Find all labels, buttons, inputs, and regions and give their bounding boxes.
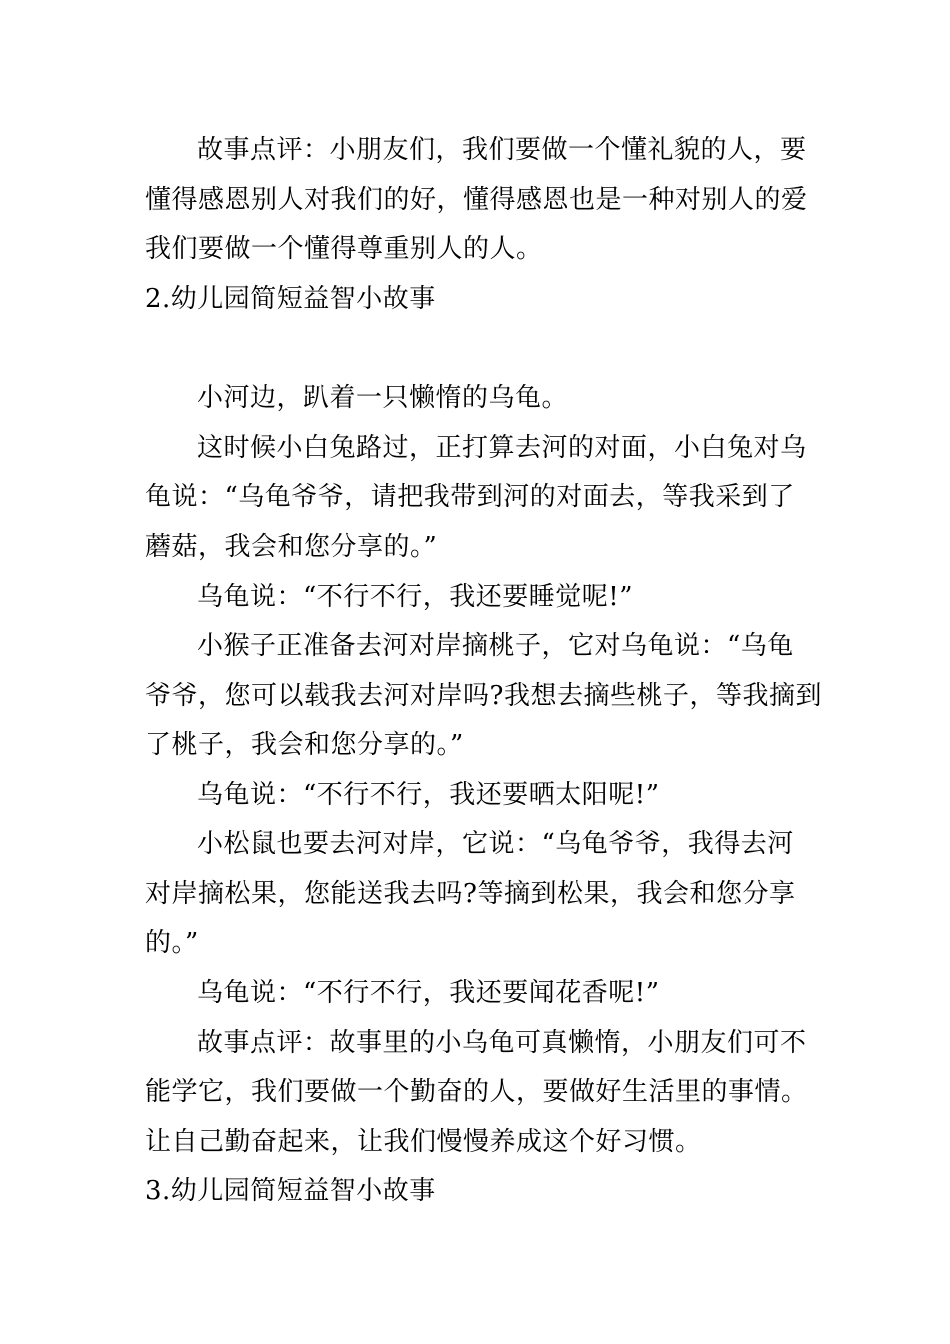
paragraph-line: 对岸摘松果，您能送我去吗?等摘到松果，我会和您分享 [145, 879, 796, 909]
paragraph-line: 乌龟说：“不行不行，我还要闻花香呢!” [197, 978, 660, 1008]
paragraph-line: 故事点评：故事里的小乌龟可真懒惰，小朋友们可不 [197, 1028, 807, 1058]
paragraph-line: 懂得感恩别人对我们的好，懂得感恩也是一种对别人的爱 [145, 185, 808, 215]
paragraph-line: 让自己勤奋起来，让我们慢慢养成这个好习惯。 [145, 1127, 702, 1157]
paragraph-line: 了桃子，我会和您分享的。” [145, 730, 464, 760]
paragraph-line: 我们要做一个懂得尊重别人的人。 [145, 234, 543, 264]
paragraph-line: 这时候小白兔路过，正打算去河的对面，小白兔对乌 [197, 433, 807, 463]
paragraph-line: 蘑菇，我会和您分享的。” [145, 532, 438, 562]
paragraph-line: 乌龟说：“不行不行，我还要睡觉呢!” [197, 582, 634, 612]
paragraph-line: 小河边，趴着一只懒惰的乌龟。 [197, 383, 569, 413]
paragraph-line: 能学它，我们要做一个勤奋的人，要做好生活里的事情。 [145, 1077, 808, 1107]
paragraph-line: 爷爷，您可以载我去河对岸吗?我想去摘些桃子，等我摘到 [145, 681, 822, 711]
paragraph-line: 龟说：“乌龟爷爷，请把我带到河的对面去，等我采到了 [145, 482, 795, 512]
paragraph-line: 故事点评：小朋友们，我们要做一个懂礼貌的人，要 [197, 135, 807, 165]
paragraph-line: 小猴子正准备去河对岸摘桃子，它对乌龟说：“乌龟 [197, 631, 794, 661]
paragraph-line: 的。” [145, 928, 199, 958]
paragraph-line: 小松鼠也要去河对岸，它说：“乌龟爷爷，我得去河 [197, 829, 794, 859]
section-heading: 2.幼儿园简短益智小故事 [145, 284, 436, 314]
section-heading: 3.幼儿园简短益智小故事 [145, 1176, 436, 1206]
paragraph-line: 乌龟说：“不行不行，我还要晒太阳呢!” [197, 780, 660, 810]
